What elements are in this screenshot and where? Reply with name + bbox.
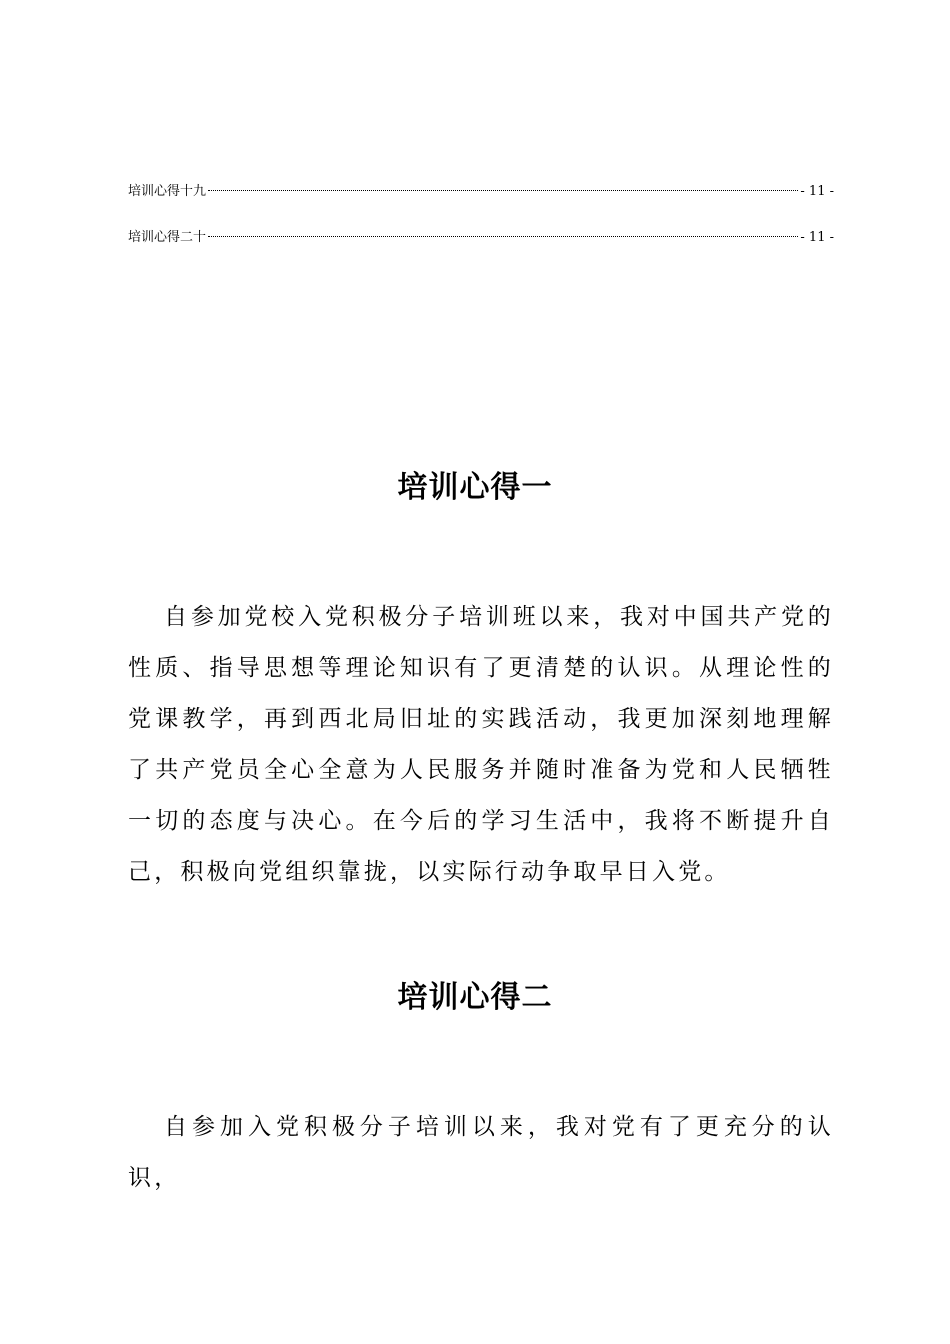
toc-entry-page: - 11 -: [800, 230, 834, 245]
table-of-contents: [128, 178, 834, 270]
toc-entry-label: 培训心得十九: [128, 184, 207, 199]
toc-entry[interactable]: [128, 224, 834, 252]
toc-leader-dots: [208, 236, 798, 237]
section-paragraph: 自参加入党积极分子培训以来，我对党有了更充分的认识，: [128, 1114, 834, 1191]
section-heading: 培训心得一: [397, 470, 553, 505]
toc-leader-dots: [208, 190, 798, 191]
toc-entry[interactable]: [128, 178, 834, 206]
section-heading: 培训心得二: [397, 980, 553, 1015]
toc-entry-page: - 11 -: [800, 184, 834, 199]
section-paragraph: 自参加党校入党积极分子培训班以来，我对中国共产党的性质、指导思想等理论知识有了更清楚的认识。从理论性的党课教学，再到西北局旧址的实践活动，我更加深刻地理解了共产党员全心全意为人民服务并随时准备为党和人民牺牲一切的态度与决心。在今后的学习生活中，我将不断提升自己，积极向党组织靠拢，以实际行动争取早日入党。: [128, 604, 834, 885]
toc-entry-label: 培训心得二十: [128, 230, 207, 245]
